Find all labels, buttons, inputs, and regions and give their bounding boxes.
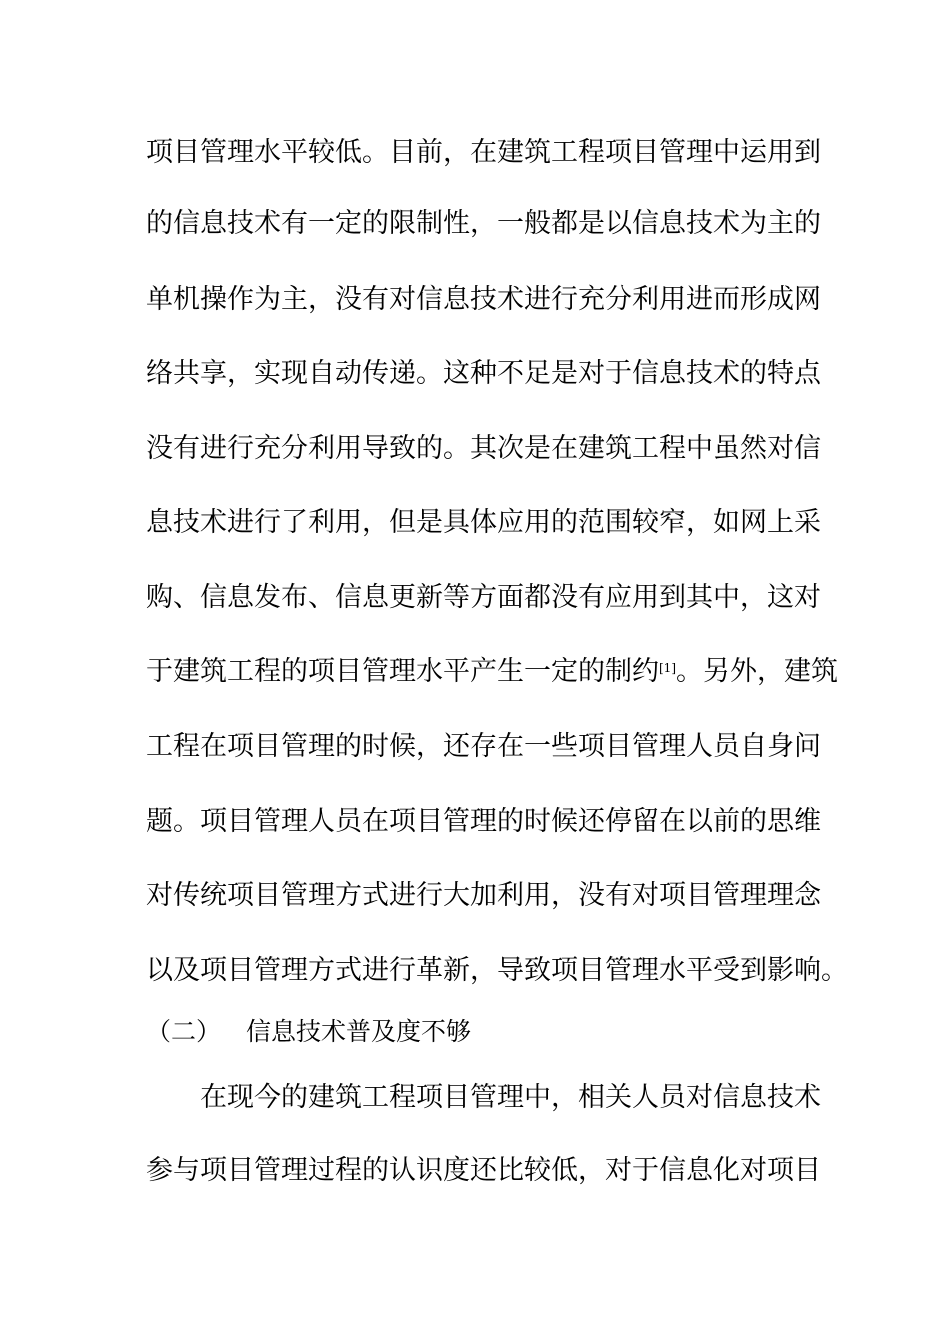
- body-text-line-indented: 在现今的建筑工程项目管理中，相关人员对信息技术: [200, 1082, 821, 1113]
- body-text-line: 没有进行充分利用导致的。其次是在建筑工程中虽然对信: [146, 433, 821, 464]
- body-text-line: 题。项目管理人员在项目管理的时候还停留在以前的思维: [146, 806, 821, 837]
- body-text-line: 项目管理水平较低。目前，在建筑工程项目管理中运用到: [146, 137, 821, 168]
- body-text-line: 参与项目管理过程的认识度还比较低，对于信息化对项目: [146, 1155, 821, 1186]
- section-number: （二）: [146, 1017, 222, 1046]
- body-text-line: 购、信息发布、信息更新等方面都没有应用到其中，这对: [146, 582, 821, 613]
- body-text-segment: 于建筑工程的项目管理水平产生一定的制约: [146, 656, 659, 687]
- body-text-line: 息技术进行了利用，但是具体应用的范围较窄，如网上采: [146, 507, 821, 538]
- body-text-line: 对传统项目管理方式进行大加利用，没有对项目管理理念: [146, 880, 821, 911]
- body-text-line: 络共享，实现自动传递。这种不足是对于信息技术的特点: [146, 358, 821, 389]
- body-text-line-with-citation: [146, 655, 838, 689]
- body-text-line: 工程在项目管理的时候，还存在一些项目管理人员自身问: [146, 731, 821, 762]
- body-text-segment: 。另外，建筑: [676, 656, 838, 687]
- body-text-line: 单机操作为主，没有对信息技术进行充分利用进而形成网: [146, 284, 821, 315]
- body-text-line: 的信息技术有一定的限制性，一般都是以信息技术为主的: [146, 208, 821, 239]
- section-heading: [146, 1016, 471, 1048]
- section-title: 信息技术普及度不够: [246, 1017, 472, 1046]
- body-text-line: 以及项目管理方式进行革新，导致项目管理水平受到影响。: [146, 955, 848, 986]
- citation-reference: [1]: [659, 661, 676, 675]
